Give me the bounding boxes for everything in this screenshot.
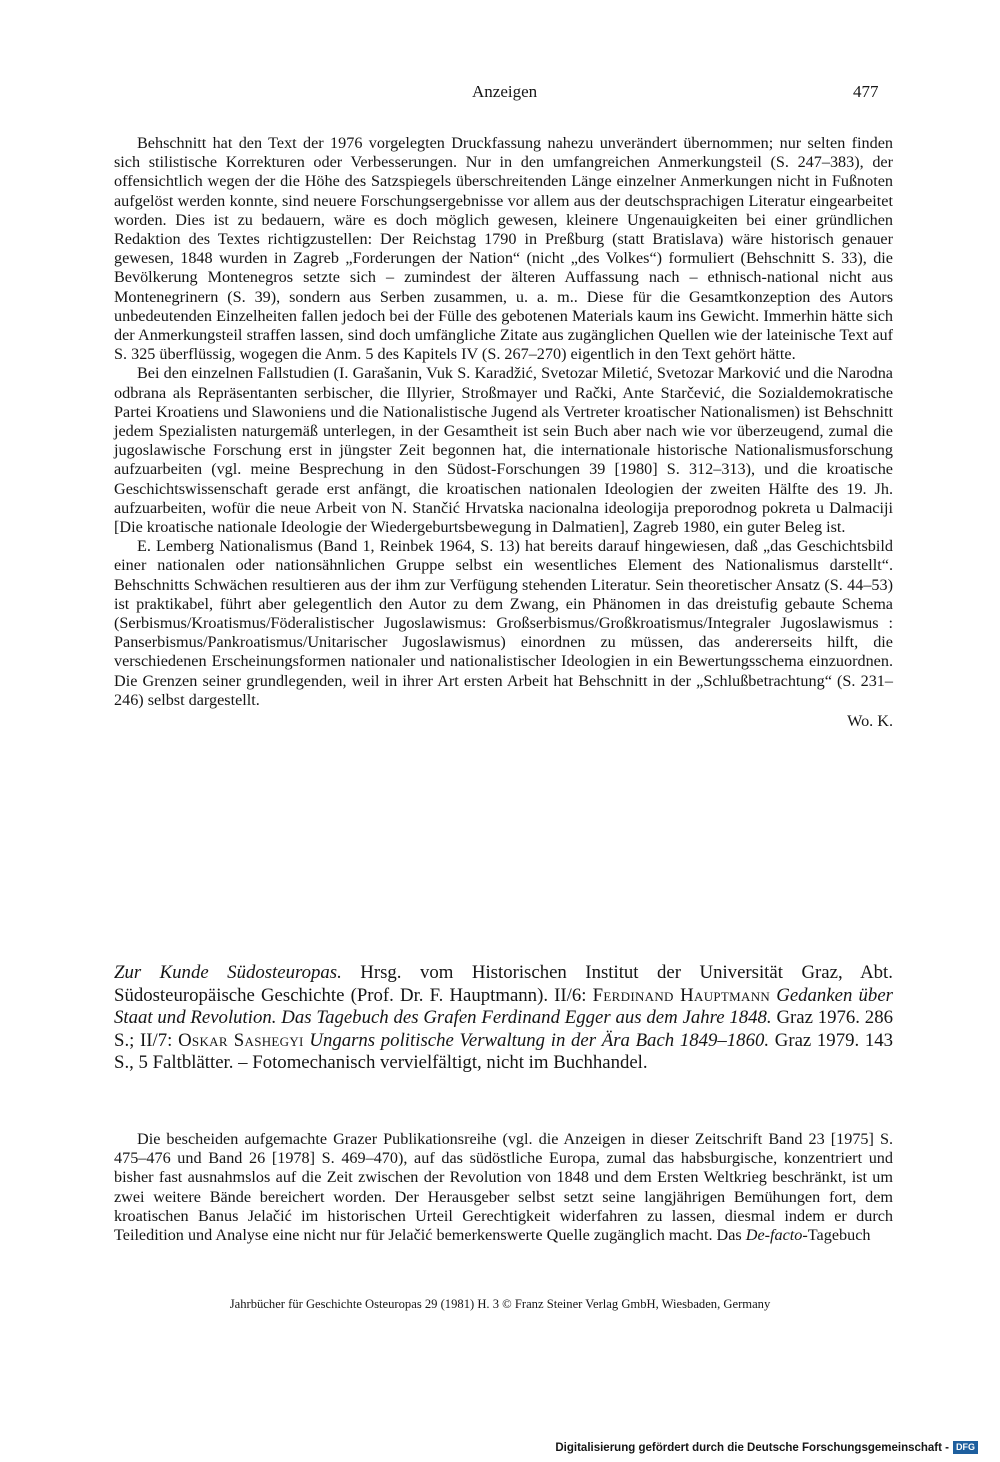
page-number: 477 <box>853 82 879 101</box>
review-text: Die bescheiden aufgemachte Grazer Publikationsreihe (vgl. die Anzeigen in dieser Zeitschrift Band 23 [1975] S. 475–476 und Band 26 [1978] S. 469–470), auf das südöstliche Europa, zumal das habsburgische, konzentriert und bisher fast ausnahmslos auf die Zeit zwischen der Revolution von 1848 und dem Ersten Weltkrieg beschränkt, ist um zwei weitere Bände bereichert worden. Der Herausgeber selbst setzt seine langjährigen Bemühungen fort, dem kroatischen Banus Jelačić im historischen Urteil Gerechtigkeit widerfahren zu lassen, diesmal indem er durch Teiledition und Analyse eine nicht nur für Jelačić bemerkenswerte Quelle zugänglich macht. Das <box>114 1130 893 1245</box>
book-title-2: Ungarns politische Verwaltung in der Ära Bach 1849–1860. <box>309 1029 770 1051</box>
author-hauptmann: Ferdinand Hauptmann <box>592 984 771 1006</box>
book-title-1: Gedanken über Staat und Revolution. Das Tagebuch des Grafen Ferdinand Egger aus dem Jahre 1848. <box>114 984 893 1029</box>
dfg-logo-icon: DFG <box>953 1441 978 1454</box>
review-behschnitt-continuation <box>114 134 893 731</box>
page-header <box>0 82 1000 106</box>
review-paragraph: E. Lemberg Nationalismus (Band 1, Reinbek 1964, S. 13) hat bereits darauf hingewiesen, daß „das Geschichtsbild einer nationalen oder nationsähnlichen Gruppe selbst ein wesentliches Element des Nationalismus darstellt“. Behschnitts Schwächen resultieren aus der ihm zur Verfügung stehenden Literatur. Sein theoretischer Ansatz (S. 44–53) ist praktikabel, führt aber gelegentlich den Autor zu dem Zwang, ein Phänomen in das dreistufig gebaute Schema (Serbismus/Kroatismus/Föderalistischer Jugoslawismus: Großserbismus/Großkroatismus/Integraler Jugoslawismus : Panserbismus/Pankroatismus/Unitarischer Jugoslawismus) einordnen zu müssen, das andererseits hilft, die verschiedenen Erscheinungsformen nationaler und nationalistischer Ideologien in ein Bewertungsschema einzuordnen. Die Grenzen seiner grundlegenden, weil in ihrer Art ersten Arbeit hat Behschnitt in der „Schlußbetrachtung“ (S. 231–246) selbst dargestellt. <box>114 537 893 709</box>
book-details-2: Graz 1979. 143 S., 5 Faltblätter. – Fotomechanisch vervielfältigt, nicht im Buchhandel. <box>114 1029 894 1074</box>
reviewer-signature: Wo. K. <box>847 712 893 731</box>
author-sashegyi: Oskar Sashegyi <box>178 1029 304 1051</box>
bibliographic-notice <box>114 962 893 1075</box>
publisher-info: Hrsg. vom Historischen Institut der Universität Graz, Abt. Südosteuropäische Geschichte (Prof. Dr. F. Hauptmann). II/6: <box>114 962 893 1006</box>
review-paragraph: Bei den einzelnen Fallstudien (I. Garašanin, Vuk S. Karadžić, Svetozar Miletić, Svetozar Marković und die Narodna odbrana als Repräsentanten serbischer, die Illyrier, Stroßmayer und Rački, Ante Starčević, die Sozialdemokratische Partei Kroatiens und Slawoniens und die Nationalistische Jugend als Vertreter kroatischer Nationalismen) ist Behschnitt jedem Spezialisten naturgemäß unterlegen, in der Gesamtheit ist sein Buch aber nach wie vor überzeugend, zumal die jugoslawische Forschung erst in jüngster Zeit begonnen hat, die internationale historische Nationalismusforschung aufzuarbeiten (vgl. meine Besprechung in den Südost-Forschungen 39 [1980] S. 312–313), und die kroatische Geschichtswissenschaft gerade erst anfängt, die kroatischen nationalen Ideologien der zweiten Hälfte des 19. Jh. aufzuarbeiten, wofür die neue Arbeit von N. Stančić Hrvatska nacionalna ideologija preporodnog pokreta u Dalmaciji [Die kroatische nationale Ideologie der Wiedergeburtsbewegung in Dalmatien], Zagreb 1980, ein guter Beleg ist. <box>114 364 893 537</box>
series-title: Zur Kunde Südosteuropas. <box>114 962 342 983</box>
review-zur-kunde <box>114 1130 893 1245</box>
book-details-1: Graz 1976. 286 S.; II/7: <box>114 1007 893 1051</box>
review-paragraph <box>114 1130 893 1245</box>
credit-text: Digitalisierung gefördert durch die Deutsche Forschungsgemeinschaft - <box>555 1441 949 1454</box>
running-head: Anzeigen <box>472 82 538 101</box>
italic-term: De-facto <box>745 1226 803 1245</box>
review-text-end: -Tagebuch <box>802 1226 871 1245</box>
digitization-credit <box>555 1441 978 1454</box>
review-paragraph: Behschnitt hat den Text der 1976 vorgelegten Druckfassung nahezu unverändert übernommen; nur selten finden sich stilistische Korrekturen oder Verbesserungen. Nur in den umfangreichen Anmerkungsteil (S. 247–383), der offensichtlich wegen der die Höhe des Satzspiegels überschreitenden Länge einzelner Anmerkungen nicht in Fußnoten aufgelöst werden konnte, sind neuere Forschungsergebnisse vor allem aus der deutschsprachigen Literatur eingearbeitet worden. Dies ist zu bedauern, wäre es doch möglich gewesen, kleinere Ungenauigkeiten bei einer gründlichen Redaktion des Textes richtigzustellen: Der Reichstag 1790 in Preßburg (statt Bratislava) wäre historisch genauer gewesen, 1848 wurden in Zagreb „Forderungen der Nation“ (nicht „des Volkes“) formuliert (Behschnitt S. 33), die Bevölkerung Montenegros setzte sich – zumindest der älteren Auffassung nach – ethnisch-national nicht aus Montenegrinern (S. 39), sondern aus Serben zusammen, u. a. m.. Diese für die Gesamtkonzeption des Autors unbedeutenden Einzelheiten fallen jedoch bei der Fülle des gebotenen Materials kaum ins Gewicht. Immerhin hätte sich der Anmerkungsteil straffen lassen, sind doch umfängliche Zitate aus zugänglichen Quellen wie der lateinische Text auf S. 325 überflüssig, wogegen die Anm. 5 des Kapitels IV (S. 267–270) eigentlich in den Text gehört hätte. <box>114 134 893 364</box>
journal-citation: Jahrbücher für Geschichte Osteuropas 29 (1981) H. 3 © Franz Steiner Verlag GmbH, Wiesbaden, Germany <box>229 1297 771 1311</box>
